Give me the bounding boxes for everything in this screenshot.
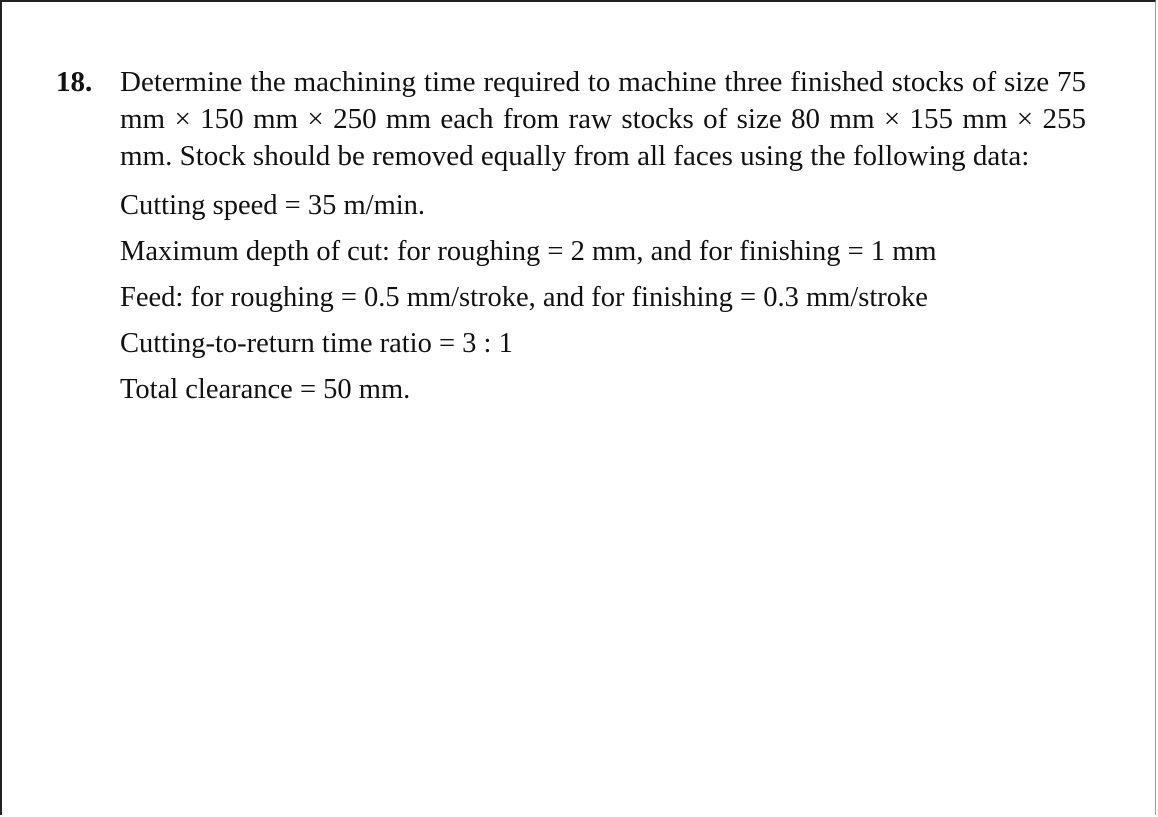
data-time-ratio: Cutting-to-return time ratio = 3 : 1 xyxy=(120,328,513,359)
problem-header xyxy=(56,64,1086,175)
problem-number: 18. xyxy=(56,66,93,98)
data-depth-of-cut: Maximum depth of cut: for roughing = 2 mm, and for finishing = 1 mm xyxy=(120,236,937,267)
data-cutting-speed: Cutting speed = 35 m/min. xyxy=(120,190,426,221)
given-data-list xyxy=(120,183,1086,413)
problem-statement: Determine the machining time required to machine three finished stocks of size 75 mm × 150 mm × 250 mm each from raw stocks of size 80 mm × 155 mm × 255 mm. Stock should be removed equally from all faces using the following data: xyxy=(120,66,1086,172)
data-feed: Feed: for roughing = 0.5 mm/stroke, and for finishing = 0.3 mm/stroke xyxy=(120,282,928,313)
problem-block xyxy=(56,64,1086,413)
data-total-clearance: Total clearance = 50 mm. xyxy=(120,374,411,405)
